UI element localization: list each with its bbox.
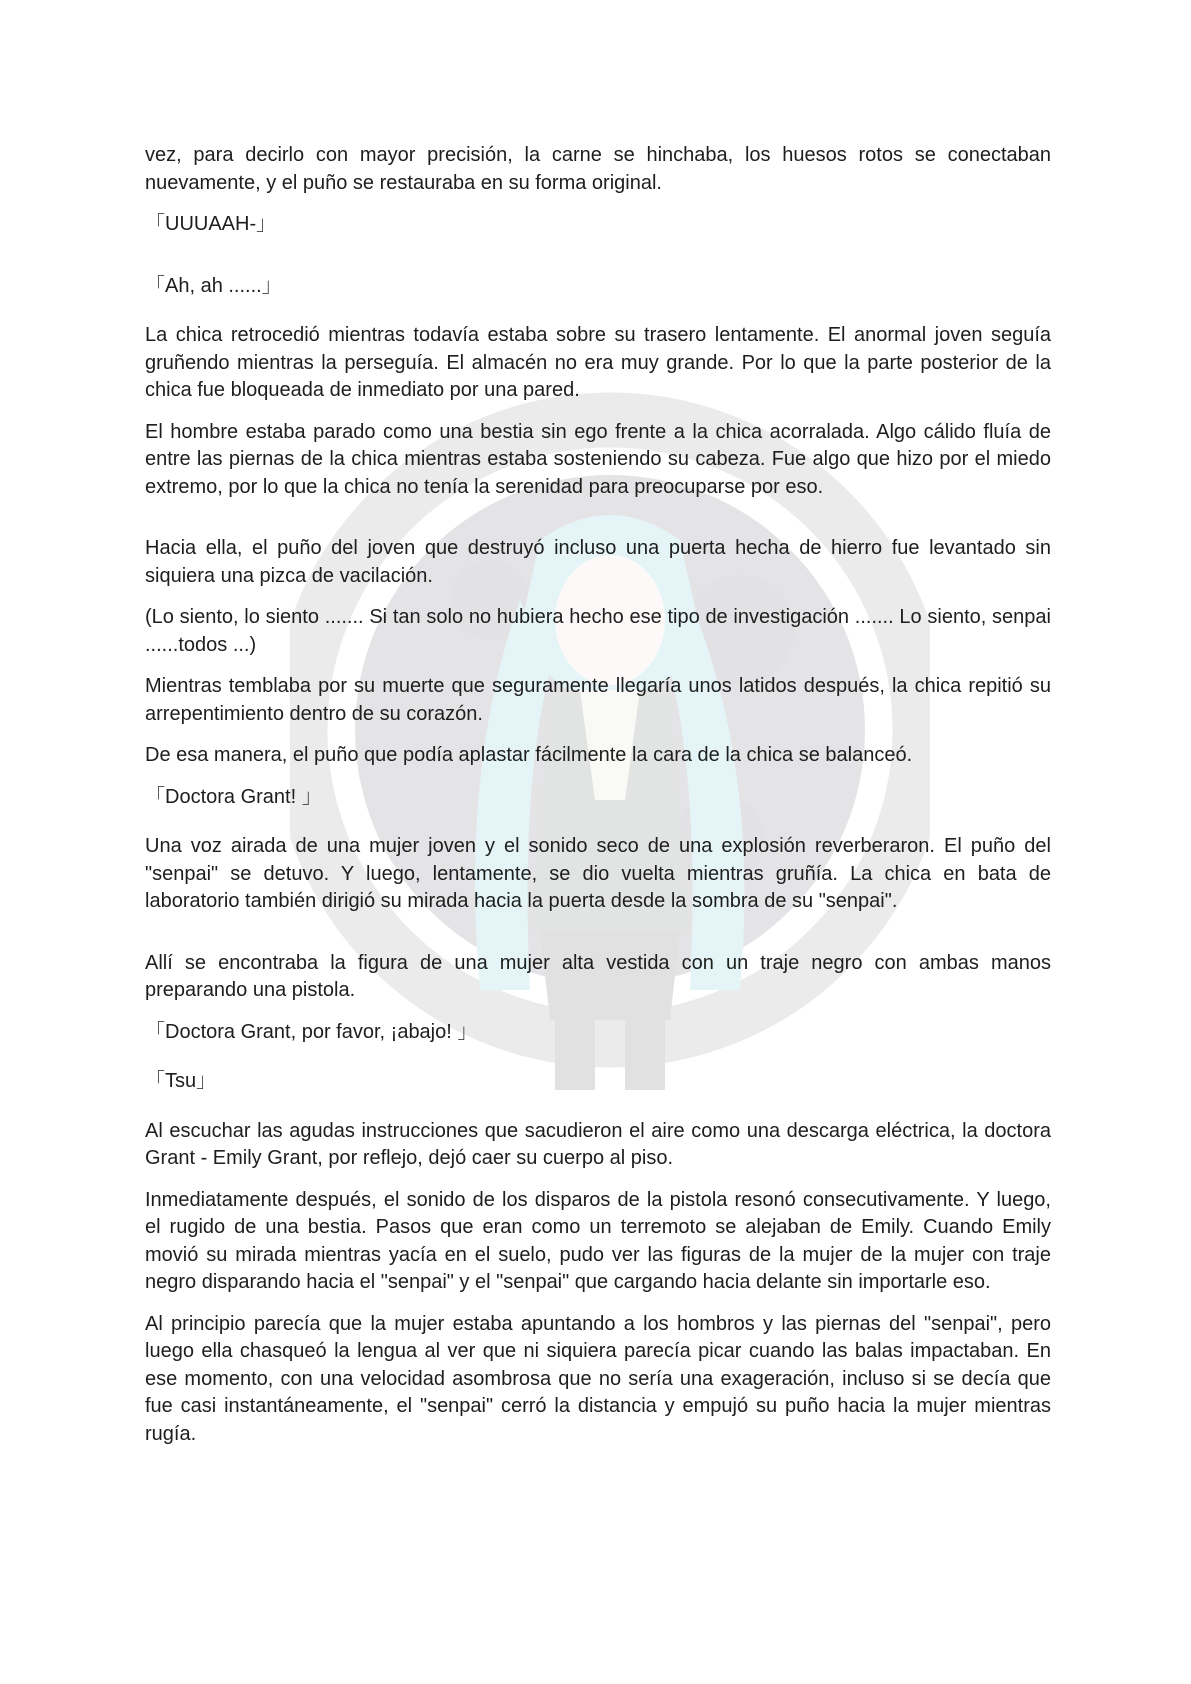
- paragraph: Inmediatamente después, el sonido de los disparos de la pistola resonó consecutivamente. Y luego, el rugido de una bestia. Pasos que eran como un terremoto se alejaban de Emily. Cuando Emily movió su mirada mientras yacía en el suelo, pudo ver las figuras de la mujer de la mujer con traje negro disparando hacia el "senpai" y el "senpai" que cargando hacia delante sin importarle eso.: [145, 1188, 1051, 1293]
- paragraph: Hacia ella, el puño del joven que destruyó incluso una puerta hecha de hierro fue levantado sin siquiera una pizca de vacilación.: [145, 537, 1051, 587]
- paragraph: De esa manera, el puño que podía aplastar fácilmente la cara de la chica se balanceó.: [145, 744, 913, 766]
- paragraph: Mientras temblaba por su muerte que seguramente llegaría unos latidos después, la chica repitió su arrepentimiento dentro de su corazón.: [145, 675, 1051, 725]
- dialogue-line: 「UUUAAH-」: [145, 213, 277, 235]
- paragraph: Una voz airada de una mujer joven y el sonido seco de una explosión reverberaron. El puño del "senpai" se detuvo. Y luego, lentamente, se dio vuelta mientras gruñía. La chica en bata de laboratorio también dirigió su mirada hacia la puerta desde la sombra de su "senpai".: [145, 835, 1051, 912]
- paragraph: El hombre estaba parado como una bestia sin ego frente a la chica acorralada. Algo cálido fluía de entre las piernas de la chica mientras estaba sosteniendo su cabeza. Fue algo que hizo por el miedo extremo, por lo que la chica no tenía la serenidad para preocuparse por eso.: [145, 420, 1051, 498]
- dialogue-line: 「Doctora Grant, por favor, ¡abajo! 」: [145, 1020, 478, 1043]
- paragraph: La chica retrocedió mientras todavía estaba sobre su trasero lentamente. El anormal joven seguía gruñendo mientras la perseguía. El almacén no era muy grande. Por lo que la parte posterior de la chica fue bloqueada de inmediato por una pared.: [145, 324, 1051, 401]
- paragraph: (Lo siento, lo siento ....... Si tan solo no hubiera hecho ese tipo de investigación ....... Lo siento, senpai ......todos ...): [145, 606, 1051, 656]
- dialogue-line: 「Tsu」: [145, 1070, 217, 1092]
- document-body: [145, 142, 1051, 1462]
- paragraph: Al principio parecía que la mujer estaba apuntando a los hombros y las piernas del "senpai", pero luego ella chasqueó la lengua al ver que ni siquiera parecía picar cuando las balas impactaban. En ese momento, con una velocidad asombrosa que no sería una exageración, incluso si se decía que fue casi instantáneamente, el "senpai" cerró la distancia y empujó su puño hacia la mujer mientras rugía.: [145, 1312, 1051, 1445]
- dialogue-line: 「Doctora Grant! 」: [145, 785, 322, 808]
- paragraph: Allí se encontraba la figura de una mujer alta vestida con un traje negro con ambas manos preparando una pistola.: [145, 951, 1051, 1001]
- paragraph: Al escuchar las agudas instrucciones que sacudieron el aire como una descarga eléctrica, la doctora Grant - Emily Grant, por reflejo, dejó caer su cuerpo al piso.: [145, 1119, 1051, 1169]
- dialogue-line: 「Ah, ah ......」: [145, 274, 282, 297]
- paragraph: vez, para decirlo con mayor precisión, la carne se hinchaba, los huesos rotos se conectaban nuevamente, y el puño se restauraba en su forma original.: [145, 144, 1051, 194]
